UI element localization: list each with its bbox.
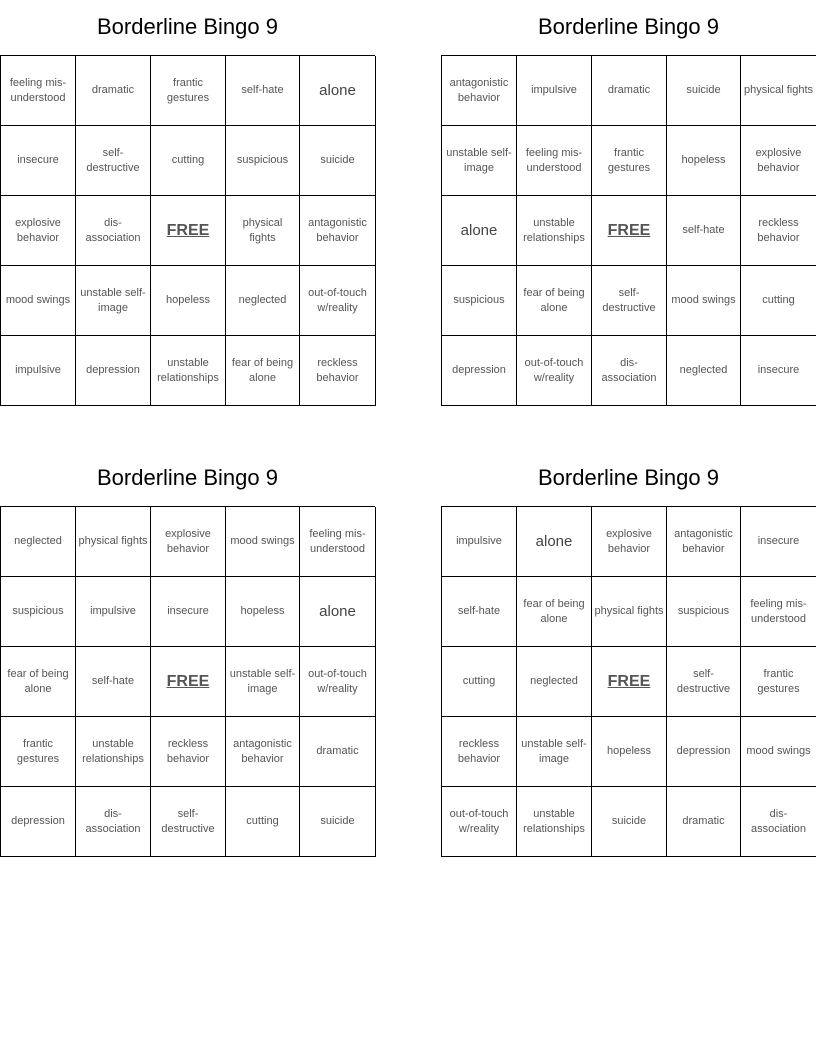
bingo-cell	[300, 266, 376, 336]
bingo-cell	[300, 577, 376, 647]
card-title: Borderline Bingo 9	[96, 465, 278, 490]
bingo-cell	[1, 126, 76, 196]
bingo-cell-text: self-destructive	[86, 146, 140, 174]
bingo-cell	[667, 577, 741, 647]
bingo-cell-text: mood swings	[671, 294, 736, 306]
bingo-cell-text: alone	[319, 603, 356, 620]
bingo-cell	[592, 507, 667, 577]
bingo-cell-text: neglected	[14, 535, 62, 547]
bingo-cell	[741, 647, 816, 717]
bingo-cell-text: mood swings	[5, 294, 71, 306]
bingo-cell-text: suicide	[320, 815, 355, 827]
bingo-cell-text: FREE	[166, 673, 210, 690]
bingo-cell	[517, 647, 592, 717]
bingo-cell-text: FREE	[607, 222, 651, 239]
bingo-cell-text: frantic gestures	[16, 737, 60, 765]
bingo-cell-text: FREE	[607, 673, 651, 690]
bingo-cell	[667, 196, 741, 266]
bingo-cell-text: feeling mis-understood	[9, 76, 67, 104]
bingo-cell-text: self-hate	[91, 675, 135, 687]
bingo-grid	[441, 55, 816, 406]
bingo-cell	[226, 56, 300, 126]
bingo-cell-text: out-of-touch w/reality	[308, 667, 367, 695]
bingo-cell-text: self-destructive	[602, 286, 656, 314]
bingo-cell	[226, 126, 300, 196]
bingo-cell	[300, 717, 376, 787]
bingo-cell-text: explosive behavior	[755, 146, 802, 174]
bingo-cell-text: dramatic	[316, 745, 359, 757]
bingo-cell	[517, 56, 592, 126]
bingo-cell-text: unstable relationships	[157, 356, 219, 384]
bingo-cell	[226, 647, 300, 717]
bingo-cell-text: unstable self-image	[446, 146, 512, 174]
bingo-cell	[741, 787, 816, 857]
bingo-cell	[1, 56, 76, 126]
bingo-cell	[741, 336, 816, 406]
bingo-cell-text: feeling mis-understood	[525, 146, 583, 174]
bingo-cell-text: suspicious	[236, 154, 289, 166]
bingo-cell	[1, 266, 76, 336]
bingo-cell-text: self-destructive	[161, 807, 215, 835]
bingo-cell	[300, 787, 376, 857]
bingo-cell	[76, 717, 151, 787]
bingo-cell	[1, 647, 76, 717]
bingo-cell	[741, 507, 816, 577]
bingo-cell-text: unstable relationships	[523, 216, 585, 244]
bingo-cell-text: unstable self-image	[80, 286, 146, 314]
bingo-cell	[1, 717, 76, 787]
bingo-cell-text: unstable self-image	[229, 667, 296, 695]
bingo-cell	[592, 336, 667, 406]
bingo-cell-text: unstable self-image	[521, 737, 587, 765]
bingo-cell	[76, 266, 151, 336]
bingo-cell-text: physical fights	[242, 216, 283, 244]
bingo-cell	[151, 717, 226, 787]
bingo-cell-text: out-of-touch w/reality	[449, 807, 509, 835]
bingo-cell-text: self-destructive	[676, 667, 731, 695]
bingo-cell	[76, 647, 151, 717]
bingo-cell-text: out-of-touch w/reality	[524, 356, 584, 384]
bingo-cell-text: alone	[535, 533, 573, 550]
bingo-cell-text: suspicious	[453, 294, 505, 306]
bingo-cell	[151, 56, 226, 126]
bingo-cell	[1, 336, 76, 406]
bingo-cell-text: dramatic	[682, 815, 725, 827]
bingo-cell-text: unstable relationships	[523, 807, 585, 835]
bingo-cell-text: depression	[676, 745, 731, 757]
bingo-cell	[300, 56, 376, 126]
bingo-cell	[300, 336, 376, 406]
bingo-cell	[741, 717, 816, 787]
bingo-cell-text: impulsive	[15, 364, 61, 376]
bingo-cell-text: dramatic	[91, 84, 135, 96]
bingo-cell	[76, 56, 151, 126]
bingo-cell-text: frantic gestures	[166, 76, 210, 104]
bingo-cell	[300, 507, 376, 577]
bingo-card-2	[441, 0, 816, 406]
bingo-cell	[300, 196, 376, 266]
bingo-cell	[517, 507, 592, 577]
bingo-cell-text: depression	[86, 364, 140, 376]
bingo-cell	[76, 196, 151, 266]
bingo-cell	[442, 507, 517, 577]
bingo-cell-text: impulsive	[90, 605, 136, 617]
bingo-cell	[442, 577, 517, 647]
bingo-cell-text: insecure	[757, 364, 800, 376]
bingo-cell	[517, 126, 592, 196]
bingo-cell-text: dramatic	[607, 84, 651, 96]
bingo-cell-text: suicide	[320, 154, 355, 166]
bingo-cell-text: hopeless	[681, 154, 726, 166]
bingo-cell-text: dis-association	[601, 356, 657, 384]
bingo-cell-text: fear of being alone	[523, 597, 585, 625]
bingo-cell	[76, 787, 151, 857]
bingo-cell-text: impulsive	[531, 84, 577, 96]
bingo-cell-text: insecure	[17, 154, 59, 166]
bingo-cell-text: depression	[452, 364, 506, 376]
bingo-cell	[741, 196, 816, 266]
bingo-cell-text: frantic gestures	[607, 146, 651, 174]
bingo-cell	[667, 126, 741, 196]
bingo-cell	[667, 336, 741, 406]
bingo-cell	[76, 507, 151, 577]
bingo-cell	[1, 577, 76, 647]
bingo-cell-text: neglected	[530, 675, 578, 687]
card-title: Borderline Bingo 9	[537, 14, 719, 39]
bingo-cell	[151, 266, 226, 336]
bingo-cell	[226, 577, 300, 647]
bingo-cell	[517, 577, 592, 647]
bingo-cell-text: unstable relationships	[82, 737, 144, 765]
bingo-grid	[0, 55, 375, 406]
bingo-cell-text: reckless behavior	[166, 737, 210, 765]
bingo-card-1	[0, 0, 375, 406]
free-space-cell	[592, 647, 667, 717]
bingo-cell	[517, 266, 592, 336]
bingo-cell-text: suicide	[611, 815, 647, 827]
bingo-cell	[517, 196, 592, 266]
bingo-cell	[151, 507, 226, 577]
bingo-cell-text: frantic gestures	[757, 667, 800, 695]
bingo-cell-text: explosive behavior	[15, 216, 61, 244]
bingo-cell	[741, 56, 816, 126]
bingo-cell	[226, 507, 300, 577]
bingo-cell	[226, 336, 300, 406]
bingo-cell	[592, 126, 667, 196]
bingo-cell	[592, 266, 667, 336]
bingo-cell	[76, 577, 151, 647]
bingo-cell	[442, 787, 517, 857]
bingo-grid	[0, 506, 375, 857]
bingo-cell-text: neglected	[238, 294, 287, 306]
bingo-cell-text: cutting	[762, 294, 795, 306]
card-title: Borderline Bingo 9	[537, 465, 719, 490]
bingo-cell-text: fear of being alone	[7, 667, 69, 695]
free-space-cell	[151, 647, 226, 717]
bingo-cell-text: cutting	[246, 815, 279, 827]
bingo-cell-text: antagonistic behavior	[449, 76, 509, 104]
bingo-cell	[667, 507, 741, 577]
bingo-cell-text: dis-association	[85, 807, 141, 835]
bingo-cell-text: physical fights	[743, 84, 814, 96]
bingo-cell	[442, 717, 517, 787]
bingo-cell-text: fear of being alone	[523, 286, 585, 314]
free-space-cell	[151, 196, 226, 266]
bingo-cell	[592, 56, 667, 126]
bingo-cell	[1, 787, 76, 857]
bingo-cell	[151, 126, 226, 196]
bingo-cell-text: antagonistic behavior	[674, 527, 733, 555]
bingo-cell-text: insecure	[757, 535, 800, 547]
bingo-cell-text: antagonistic behavior	[308, 216, 367, 244]
bingo-cell-text: cutting	[462, 675, 496, 687]
bingo-cell	[442, 266, 517, 336]
bingo-cell	[667, 56, 741, 126]
bingo-cell-text: self-hate	[241, 84, 284, 96]
bingo-cell-text: feeling mis-understood	[309, 527, 366, 555]
bingo-cell	[667, 266, 741, 336]
bingo-cell-text: suspicious	[12, 605, 64, 617]
bingo-cell	[442, 196, 517, 266]
bingo-cell-text: alone	[460, 222, 498, 239]
bingo-cell	[442, 126, 517, 196]
bingo-cell-text: alone	[319, 82, 356, 99]
bingo-cell	[667, 787, 741, 857]
bingo-cell	[442, 647, 517, 717]
bingo-cell-text: explosive behavior	[165, 527, 211, 555]
bingo-cell-text: impulsive	[456, 535, 502, 547]
bingo-cell-text: reckless behavior	[757, 216, 800, 244]
bingo-cell	[226, 787, 300, 857]
bingo-cell-text: feeling mis-understood	[750, 597, 807, 625]
bingo-cell	[151, 787, 226, 857]
bingo-cell-text: suspicious	[677, 605, 730, 617]
bingo-cell-text: out-of-touch w/reality	[308, 286, 367, 314]
bingo-cell-text: antagonistic behavior	[233, 737, 292, 765]
bingo-cell-text: FREE	[166, 222, 210, 239]
bingo-cell	[76, 126, 151, 196]
bingo-cell-text: physical fights	[78, 535, 148, 547]
bingo-cell	[300, 647, 376, 717]
bingo-cell	[517, 787, 592, 857]
bingo-cell	[741, 266, 816, 336]
bingo-cell-text: neglected	[679, 364, 728, 376]
free-space-cell	[592, 196, 667, 266]
bingo-cell	[226, 717, 300, 787]
bingo-grid	[441, 506, 816, 857]
bingo-cell	[592, 787, 667, 857]
bingo-cell-text: fear of being alone	[231, 356, 294, 384]
bingo-cell	[592, 717, 667, 787]
bingo-cell-text: insecure	[167, 605, 209, 617]
bingo-cell-text: reckless behavior	[316, 356, 359, 384]
bingo-cell-text: self-hate	[457, 605, 501, 617]
bingo-card-3	[0, 451, 375, 857]
bingo-cell-text: physical fights	[594, 605, 664, 617]
bingo-cell-text: mood swings	[746, 745, 811, 757]
bingo-cell	[1, 507, 76, 577]
bingo-cell	[667, 717, 741, 787]
bingo-cell	[1, 196, 76, 266]
bingo-cell-text: hopeless	[606, 745, 652, 757]
bingo-cell	[442, 56, 517, 126]
bingo-card-4	[441, 451, 816, 857]
bingo-cell	[300, 126, 376, 196]
bingo-cell-text: explosive behavior	[606, 527, 652, 555]
bingo-cell-text: dis-association	[85, 216, 141, 244]
bingo-cell	[226, 266, 300, 336]
bingo-cell	[517, 336, 592, 406]
bingo-cell	[517, 717, 592, 787]
bingo-cell	[592, 577, 667, 647]
card-title: Borderline Bingo 9	[96, 14, 278, 39]
bingo-cell-text: mood swings	[230, 535, 295, 547]
bingo-cell-text: cutting	[171, 154, 205, 166]
bingo-cell	[741, 126, 816, 196]
bingo-cell-text: hopeless	[165, 294, 211, 306]
bingo-cell	[741, 577, 816, 647]
bingo-cell	[226, 196, 300, 266]
bingo-cell-text: hopeless	[240, 605, 285, 617]
bingo-cell-text: dis-association	[750, 807, 807, 835]
bingo-cell	[667, 647, 741, 717]
bingo-cell-text: suicide	[686, 84, 721, 96]
bingo-cell	[151, 577, 226, 647]
bingo-cell-text: reckless behavior	[457, 737, 501, 765]
bingo-cell	[151, 336, 226, 406]
bingo-cell-text: self-hate	[682, 224, 725, 236]
bingo-cell	[442, 336, 517, 406]
bingo-cell-text: depression	[11, 815, 65, 827]
bingo-cell	[76, 336, 151, 406]
